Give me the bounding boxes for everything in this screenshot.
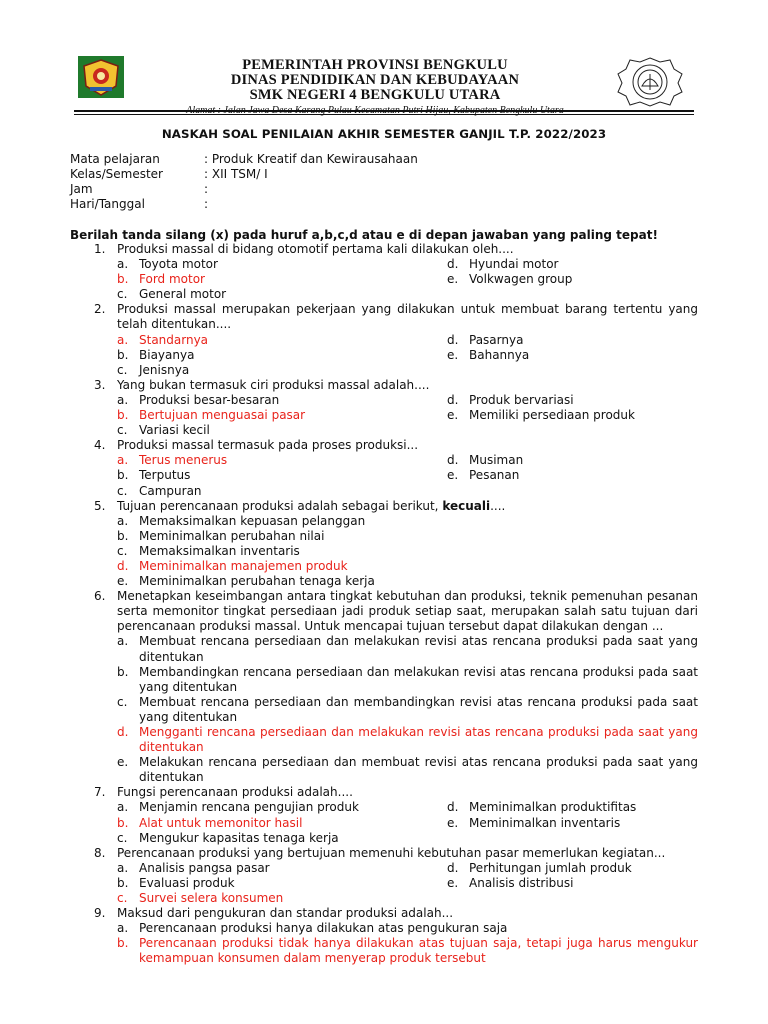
option-a[interactable]: a. Membuat rencana persediaan dan melakukan revisi atas rencana produksi pada saat yang ditentukan xyxy=(117,634,698,664)
option-a[interactable]: a. Menjamin rencana pengujian produk xyxy=(117,800,359,815)
option-d-answer[interactable]: d. Mengganti rencana persediaan dan melakukan revisi atas rencana produksi pada saat yang ditentukan xyxy=(117,725,698,755)
info-row xyxy=(70,182,418,197)
question-4 xyxy=(94,438,698,498)
info-value: : xyxy=(204,197,209,211)
info-row xyxy=(70,197,418,212)
question-number: 9. xyxy=(94,906,106,921)
question-number: 6. xyxy=(94,589,106,604)
option-e[interactable]: e. Memiliki persediaan produk xyxy=(447,408,635,423)
options xyxy=(117,514,698,589)
option-d[interactable]: d. Hyundai motor xyxy=(447,257,559,272)
info-key: Hari/Tanggal xyxy=(70,197,145,211)
option-c[interactable]: c. General motor xyxy=(117,287,227,302)
question-5 xyxy=(94,499,698,590)
option-b-answer[interactable]: b. Perencanaan produksi tidak hanya dilakukan atas tujuan saja, tetapi juga harus mengukur kemampuan konsumen dalam menyerap produk tersebut xyxy=(117,936,698,966)
question-8 xyxy=(94,846,698,906)
option-b-answer[interactable]: b. Alat untuk memonitor hasil xyxy=(117,815,303,830)
option-a[interactable]: a. Memaksimalkan kepuasan pelanggan xyxy=(117,513,366,528)
question-stem: Produksi massal merupakan pekerjaan yang dilakukan untuk membuat barang tertentu yang telah ditentukan.... xyxy=(117,302,698,332)
option-e[interactable]: e. Melakukan rencana persediaan dan membuat revisi atas rencana produksi pada saat yang ditentukan xyxy=(117,755,698,785)
option-a-answer[interactable]: a. Terus menerus xyxy=(117,453,228,468)
info-value: : XII TSM/ I xyxy=(204,167,268,181)
option-d[interactable]: d. Produk bervariasi xyxy=(447,392,574,407)
instructions: Berilah tanda silang (x) pada huruf a,b,c,d atau e di depan jawaban yang paling tepat! xyxy=(70,228,658,242)
option-c[interactable]: c. Jenisnya xyxy=(117,362,190,377)
question-stem: Tujuan perencanaan produksi adalah sebagai berikut, kecuali.... xyxy=(117,498,506,513)
option-c[interactable]: c. Memaksimalkan inventaris xyxy=(117,543,300,558)
options xyxy=(117,333,698,378)
letterhead xyxy=(140,58,610,117)
options xyxy=(117,634,698,785)
question-9 xyxy=(94,906,698,966)
question-2 xyxy=(94,302,698,377)
question-number: 5. xyxy=(94,498,106,513)
option-b[interactable]: b. Evaluasi produk xyxy=(117,875,235,890)
info-row xyxy=(70,167,418,182)
option-a[interactable]: a. Toyota motor xyxy=(117,257,218,272)
info-key: Mata pelajaran xyxy=(70,152,160,166)
question-number: 4. xyxy=(94,438,106,453)
question-stem: Yang bukan termasuk ciri produksi massal adalah.... xyxy=(117,377,430,392)
option-e[interactable]: e. Analisis distribusi xyxy=(447,875,574,890)
letterhead-address: Alamat : Jalan Jawa Desa Karang Pulau Kecamatan Putri Hijau, Kabupaten Bengkulu Utara xyxy=(186,105,564,116)
question-1 xyxy=(94,242,698,302)
question-stem: Produksi massal termasuk pada proses produksi... xyxy=(117,438,419,453)
option-d[interactable]: d. Pasarnya xyxy=(447,332,524,347)
info-row xyxy=(70,152,418,167)
question-3 xyxy=(94,378,698,438)
option-a-answer[interactable]: a. Standarnya xyxy=(117,332,209,347)
letterhead-line-1: PEMERINTAH PROVINSI BENGKULU xyxy=(242,57,508,73)
option-c[interactable]: c. Membuat rencana persediaan dan membandingkan revisi atas rencana produksi pada saat yang ditentukan xyxy=(117,694,698,724)
question-number: 7. xyxy=(94,785,106,800)
option-d[interactable]: d. Perhitungan jumlah produk xyxy=(447,860,632,875)
question-stem: Perencanaan produksi yang bertujuan memenuhi kebutuhan pasar memerlukan kegiatan... xyxy=(117,845,666,860)
option-b[interactable]: b. Biayanya xyxy=(117,347,195,362)
options xyxy=(117,393,698,438)
option-d-answer[interactable]: d. Meminimalkan manajemen produk xyxy=(117,558,348,573)
option-e[interactable]: e. Meminimalkan perubahan tenaga kerja xyxy=(117,574,375,589)
question-number: 1. xyxy=(94,242,106,256)
info-value: : xyxy=(204,182,209,196)
question-number: 3. xyxy=(94,377,106,392)
option-b[interactable]: b. Meminimalkan perubahan nilai xyxy=(117,528,325,543)
option-d[interactable]: d. Musiman xyxy=(447,453,524,468)
option-e[interactable]: e. Pesanan xyxy=(447,468,520,483)
options xyxy=(117,861,698,906)
question-stem: Fungsi perencanaan produksi adalah.... xyxy=(117,785,353,800)
question-stem: Maksud dari pengukuran dan standar produksi adalah... xyxy=(117,906,454,921)
letterhead-rule-thick xyxy=(74,110,694,112)
option-a[interactable]: a. Produksi besar-besaran xyxy=(117,392,280,407)
info-key: Kelas/Semester xyxy=(70,167,163,181)
options xyxy=(117,257,698,302)
option-e[interactable]: e. Meminimalkan inventaris xyxy=(447,815,621,830)
options xyxy=(117,453,698,498)
tut-wuri-handayani-logo-icon xyxy=(612,56,688,108)
option-c-answer[interactable]: c. Survei selera konsumen xyxy=(117,891,284,906)
option-a[interactable]: a. Analisis pangsa pasar xyxy=(117,860,270,875)
options xyxy=(117,800,698,845)
letterhead-line-2: DINAS PENDIDIKAN DAN KEBUDAYAAN xyxy=(230,72,520,88)
exam-info xyxy=(70,152,418,212)
question-6 xyxy=(94,589,698,785)
option-b[interactable]: b. Membandingkan rencana persediaan dan melakukan revisi atas rencana produksi pada saat yang ditentukan xyxy=(117,664,698,694)
question-7 xyxy=(94,785,698,845)
option-c[interactable]: c. Campuran xyxy=(117,483,202,498)
letterhead-line-3: SMK NEGERI 4 BENGKULU UTARA xyxy=(249,87,501,103)
exam-title: NASKAH SOAL PENILAIAN AKHIR SEMESTER GANJIL T.P. 2022/2023 xyxy=(161,127,607,141)
question-number: 8. xyxy=(94,845,106,860)
option-b-answer[interactable]: b. Bertujuan menguasai pasar xyxy=(117,408,306,423)
option-e[interactable]: e. Volkwagen group xyxy=(447,272,573,287)
option-b[interactable]: b. Terputus xyxy=(117,468,191,483)
info-key: Jam xyxy=(70,182,93,196)
question-number: 2. xyxy=(94,302,106,317)
question-stem: Produksi massal di bidang otomotif pertama kali dilakukan oleh.... xyxy=(117,242,514,256)
letterhead-rule-thin xyxy=(74,114,694,115)
option-e[interactable]: e. Bahannya xyxy=(447,347,530,362)
question-list xyxy=(94,242,698,967)
options xyxy=(117,921,698,966)
question-stem: Menetapkan keseimbangan antara tingkat kebutuhan dan produksi, teknik pemenuhan pesanan serta memonitor tingkat persediaan jadi produk setiap saat, merupakan salah satu tujuan dari perencanaan produksi massal. Untuk mencapai tujuan tersebut dapat dilakukan dengan ... xyxy=(117,589,698,634)
option-a[interactable]: a. Perencanaan produksi hanya dilakukan atas pengukuran saja xyxy=(117,921,508,936)
option-c[interactable]: c. Variasi kecil xyxy=(117,423,210,438)
info-value: : Produk Kreatif dan Kewirausahaan xyxy=(204,152,418,166)
option-c[interactable]: c. Mengukur kapasitas tenaga kerja xyxy=(117,830,339,845)
province-emblem-icon xyxy=(78,56,124,98)
option-b-answer[interactable]: b. Ford motor xyxy=(117,272,205,287)
option-d[interactable]: d. Meminimalkan produktifitas xyxy=(447,800,637,815)
